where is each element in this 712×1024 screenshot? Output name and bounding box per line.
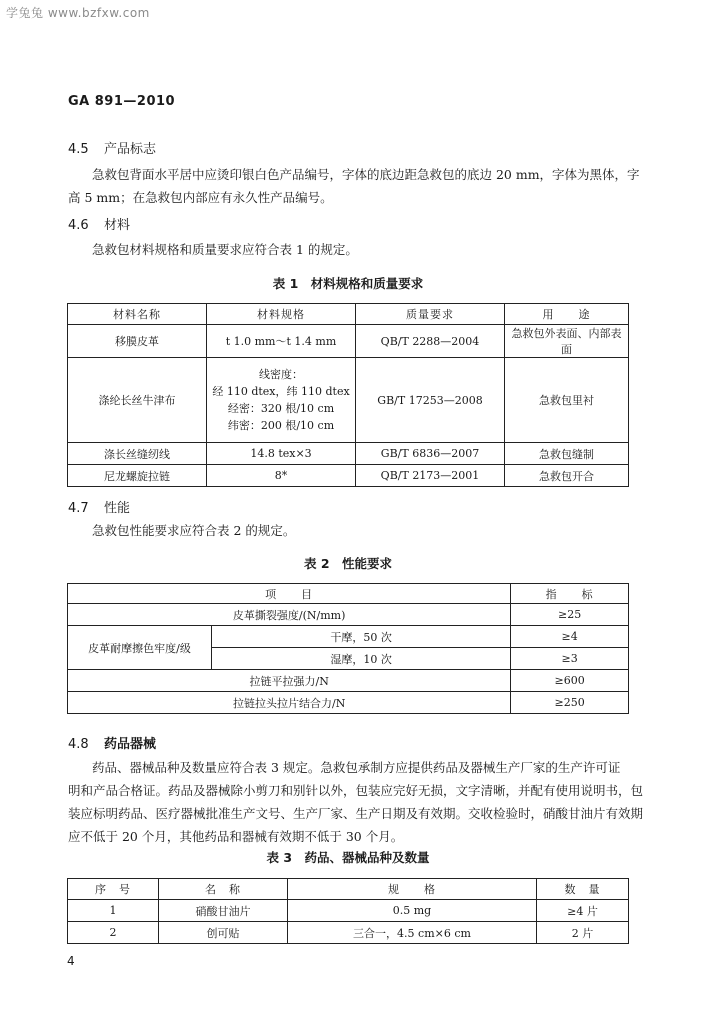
material-spec: 8* <box>207 465 356 487</box>
item-spec: 三合一，4.5 cm×6 cm <box>288 922 537 944</box>
item-name: 创可贴 <box>159 922 288 944</box>
section-number: 4.6 <box>68 218 89 233</box>
item-name: 硝酸甘油片 <box>159 900 288 922</box>
item-spec: 0.5 mg <box>288 900 537 922</box>
material-name: 涤纶长丝牛津布 <box>68 358 207 443</box>
material-name: 移膜皮革 <box>68 325 207 358</box>
spec-line: 线密度： <box>259 368 303 381</box>
performance-item: 拉链拉头拉片结合力/N <box>68 692 511 714</box>
section-4-8-line-1: 药品、器械品种及数量应符合表 3 规定。急救包承制方应提供药品及器械生产厂家的生产许可证 <box>92 760 621 775</box>
table-row <box>68 465 629 487</box>
table-header: 材料规格 <box>207 304 356 325</box>
table-row <box>68 922 629 944</box>
section-4-8-line-2: 明和产品合格证。药品及器械除小剪刀和别针以外，包装应完好无损，文字清晰，并配有使用说明书，包 <box>68 783 644 798</box>
table-header: 用 途 <box>505 304 629 325</box>
table-header: 材料名称 <box>68 304 207 325</box>
section-title: 性能 <box>104 501 131 516</box>
performance-value: ≥600 <box>511 670 629 692</box>
table-row <box>68 626 629 648</box>
section-4-7-heading <box>68 497 130 516</box>
section-title: 材料 <box>104 218 131 233</box>
table-1-materials <box>67 303 629 487</box>
performance-item: 湿摩，10 次 <box>212 648 511 670</box>
table-header: 项 目 <box>68 584 511 604</box>
table-header: 名 称 <box>159 879 288 900</box>
material-use: 急救包开合 <box>505 465 629 487</box>
material-use: 急救包里衬 <box>505 358 629 443</box>
section-4-8-line-4: 应不低于 20 个月，其他药品和器械有效期不低于 30 个月。 <box>68 829 404 844</box>
table-3-caption: 表 3 药品、器械品种及数量 <box>266 850 430 865</box>
material-spec: t 1.0 mm～t 1.4 mm <box>207 325 356 358</box>
spec-line: 纬密：200 根/10 cm <box>227 419 335 432</box>
table-3-medicines <box>67 878 629 944</box>
section-4-5-line-2: 高 5 mm；在急救包内部应有永久性产品编号。 <box>68 190 333 205</box>
performance-value: ≥250 <box>511 692 629 714</box>
table-row <box>68 325 629 358</box>
page-number: 4 <box>67 954 75 968</box>
document-code: GA 891—2010 <box>68 94 176 109</box>
material-use: 急救包外表面、内部表面 <box>505 325 629 358</box>
table-header: 指 标 <box>511 584 629 604</box>
material-quality: GB/T 17253—2008 <box>356 358 505 443</box>
table-2-performance <box>67 583 629 714</box>
material-quality: GB/T 6836—2007 <box>356 443 505 465</box>
spec-line: 经 110 dtex，纬 110 dtex <box>212 385 350 398</box>
section-4-7-text: 急救包性能要求应符合表 2 的规定。 <box>92 523 296 538</box>
material-quality: QB/T 2173—2001 <box>356 465 505 487</box>
table-1-caption: 表 1 材料规格和质量要求 <box>272 276 424 291</box>
item-quantity: 2 片 <box>537 922 629 944</box>
table-row <box>68 443 629 465</box>
performance-value: ≥25 <box>511 604 629 626</box>
section-title: 产品标志 <box>104 142 157 157</box>
section-4-8-heading <box>68 733 156 752</box>
table-header: 质量要求 <box>356 304 505 325</box>
section-number: 4.7 <box>68 501 89 516</box>
table-header: 规 格 <box>288 879 537 900</box>
spec-line: 经密：320 根/10 cm <box>227 402 335 415</box>
material-name: 涤长丝缝纫线 <box>68 443 207 465</box>
item-number: 2 <box>68 922 159 944</box>
material-quality: QB/T 2288—2004 <box>356 325 505 358</box>
table-header: 序 号 <box>68 879 159 900</box>
performance-item: 干摩，50 次 <box>212 626 511 648</box>
item-quantity: ≥4 片 <box>537 900 629 922</box>
section-number: 4.5 <box>68 142 89 157</box>
watermark: 学兔兔 www.bzfxw.com <box>6 6 150 20</box>
section-4-6-heading <box>68 214 130 233</box>
section-4-6-text: 急救包材料规格和质量要求应符合表 1 的规定。 <box>92 242 358 257</box>
performance-item: 皮革撕裂强度/(N/mm) <box>68 604 511 626</box>
performance-value: ≥4 <box>511 626 629 648</box>
item-number: 1 <box>68 900 159 922</box>
performance-value: ≥3 <box>511 648 629 670</box>
material-use: 急救包缝制 <box>505 443 629 465</box>
material-name: 尼龙螺旋拉链 <box>68 465 207 487</box>
table-header: 数 量 <box>537 879 629 900</box>
table-row <box>68 670 629 692</box>
section-number: 4.8 <box>68 737 89 752</box>
table-row <box>68 900 629 922</box>
table-row <box>68 604 629 626</box>
section-4-5-heading <box>68 138 156 157</box>
performance-group: 皮革耐摩擦色牢度/级 <box>68 626 212 670</box>
section-4-8-line-3: 装应标明药品、医疗器械批准生产文号、生产厂家、生产日期及有效期。交收检验时，硝酸甘油片有效期 <box>68 806 644 821</box>
table-row <box>68 358 629 443</box>
table-row <box>68 692 629 714</box>
performance-item: 拉链平拉强力/N <box>68 670 511 692</box>
material-spec <box>207 358 356 443</box>
table-2-caption: 表 2 性能要求 <box>303 556 393 571</box>
section-4-5-line-1: 急救包背面水平居中应烫印银白色产品编号，字体的底边距急救包的底边 20 mm，字体为黑体，字 <box>92 167 640 182</box>
material-spec: 14.8 tex×3 <box>207 443 356 465</box>
section-title: 药品器械 <box>104 737 157 752</box>
